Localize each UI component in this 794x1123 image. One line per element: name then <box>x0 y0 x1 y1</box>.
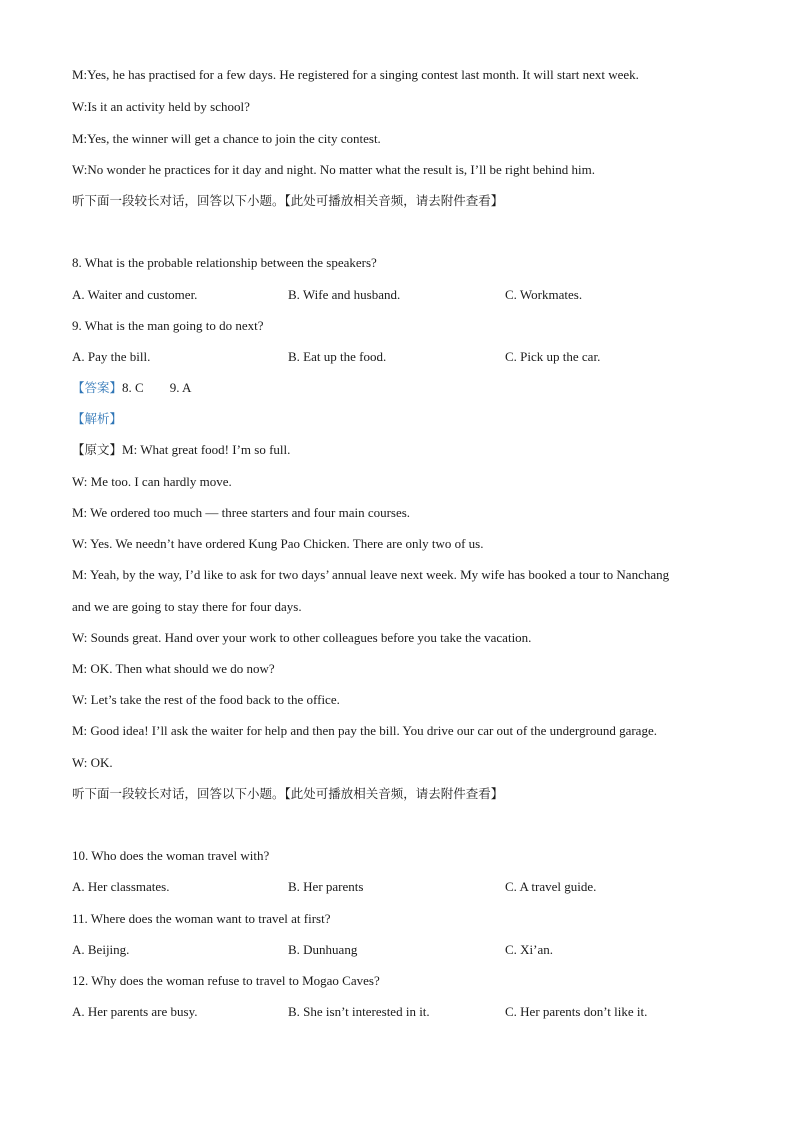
transcript-line: W: Let’s take the rest of the food back to the office. <box>72 692 340 707</box>
dialogue-line: M:Yes, he has practised for a few days. He registered for a singing contest last month. It will start next week. <box>72 67 639 82</box>
question-10: 10. Who does the woman travel with? <box>72 848 270 863</box>
question-11: 11. Where does the woman want to travel at first? <box>72 911 331 926</box>
question-8: 8. What is the probable relationship between the speakers? <box>72 255 377 270</box>
dialogue-line: W:Is it an activity held by school? <box>72 99 250 114</box>
question-12: 12. Why does the woman refuse to travel to Mogao Caves? <box>72 973 380 988</box>
section-instruction: 听下面一段较长对话，回答以下小题。【此处可播放相关音频，请去附件查看】 <box>72 786 504 801</box>
dialogue-line: W:No wonder he practices for it day and night. No matter what the result is, I’ll be right behind him. <box>72 162 595 177</box>
dialogue-line: M:Yes, the winner will get a chance to join the city contest. <box>72 131 381 146</box>
transcript-line: M: Good idea! I’ll ask the waiter for help and then pay the bill. You drive our car out of the underground garage. <box>72 723 657 738</box>
transcript-line: M: OK. Then what should we do now? <box>72 661 275 676</box>
option-8a: A. Waiter and customer. <box>72 287 198 302</box>
transcript-label: 【原文】 <box>72 442 123 457</box>
answer-9: 9. A <box>169 380 192 395</box>
section-instruction: 听下面一段较长对话，回答以下小题。【此处可播放相关音频，请去附件查看】 <box>72 193 504 208</box>
transcript-first-line <box>72 442 290 458</box>
option-9a: A. Pay the bill. <box>72 349 151 364</box>
answer-line <box>72 380 191 396</box>
option-12b: B. She isn’t interested in it. <box>288 1004 430 1019</box>
option-8c: C. Workmates. <box>505 287 583 302</box>
option-9b: B. Eat up the food. <box>288 349 387 364</box>
answer-label: 【答案】 <box>72 380 123 395</box>
answer-8: 8. C <box>122 380 144 395</box>
option-10a: A. Her classmates. <box>72 879 170 894</box>
option-9c: C. Pick up the car. <box>505 349 601 364</box>
option-12c: C. Her parents don’t like it. <box>505 1004 648 1019</box>
option-11b: B. Dunhuang <box>288 942 358 957</box>
option-11a: A. Beijing. <box>72 942 130 957</box>
option-8b: B. Wife and husband. <box>288 287 401 302</box>
transcript-line: M: Yeah, by the way, I’d like to ask for two days’ annual leave next week. My wife has booked a tour to Nanchang <box>72 567 670 582</box>
transcript-line: W: OK. <box>72 755 113 770</box>
transcript-line: W: Yes. We needn’t have ordered Kung Pao Chicken. There are only two of us. <box>72 536 484 551</box>
option-11c: C. Xi’an. <box>505 942 554 957</box>
transcript-line: W: Me too. I can hardly move. <box>72 474 232 489</box>
question-9: 9. What is the man going to do next? <box>72 318 264 333</box>
option-10c: C. A travel guide. <box>505 879 597 894</box>
option-10b: B. Her parents <box>288 879 364 894</box>
transcript-line: and we are going to stay there for four days. <box>72 599 302 614</box>
analysis-label: 【解析】 <box>72 411 123 426</box>
transcript-line: W: Sounds great. Hand over your work to other colleagues before you take the vacation. <box>72 630 532 645</box>
transcript-line: M: We ordered too much — three starters and four main courses. <box>72 505 411 520</box>
option-12a: A. Her parents are busy. <box>72 1004 198 1019</box>
transcript-line: M: What great food! I’m so full. <box>122 442 291 457</box>
